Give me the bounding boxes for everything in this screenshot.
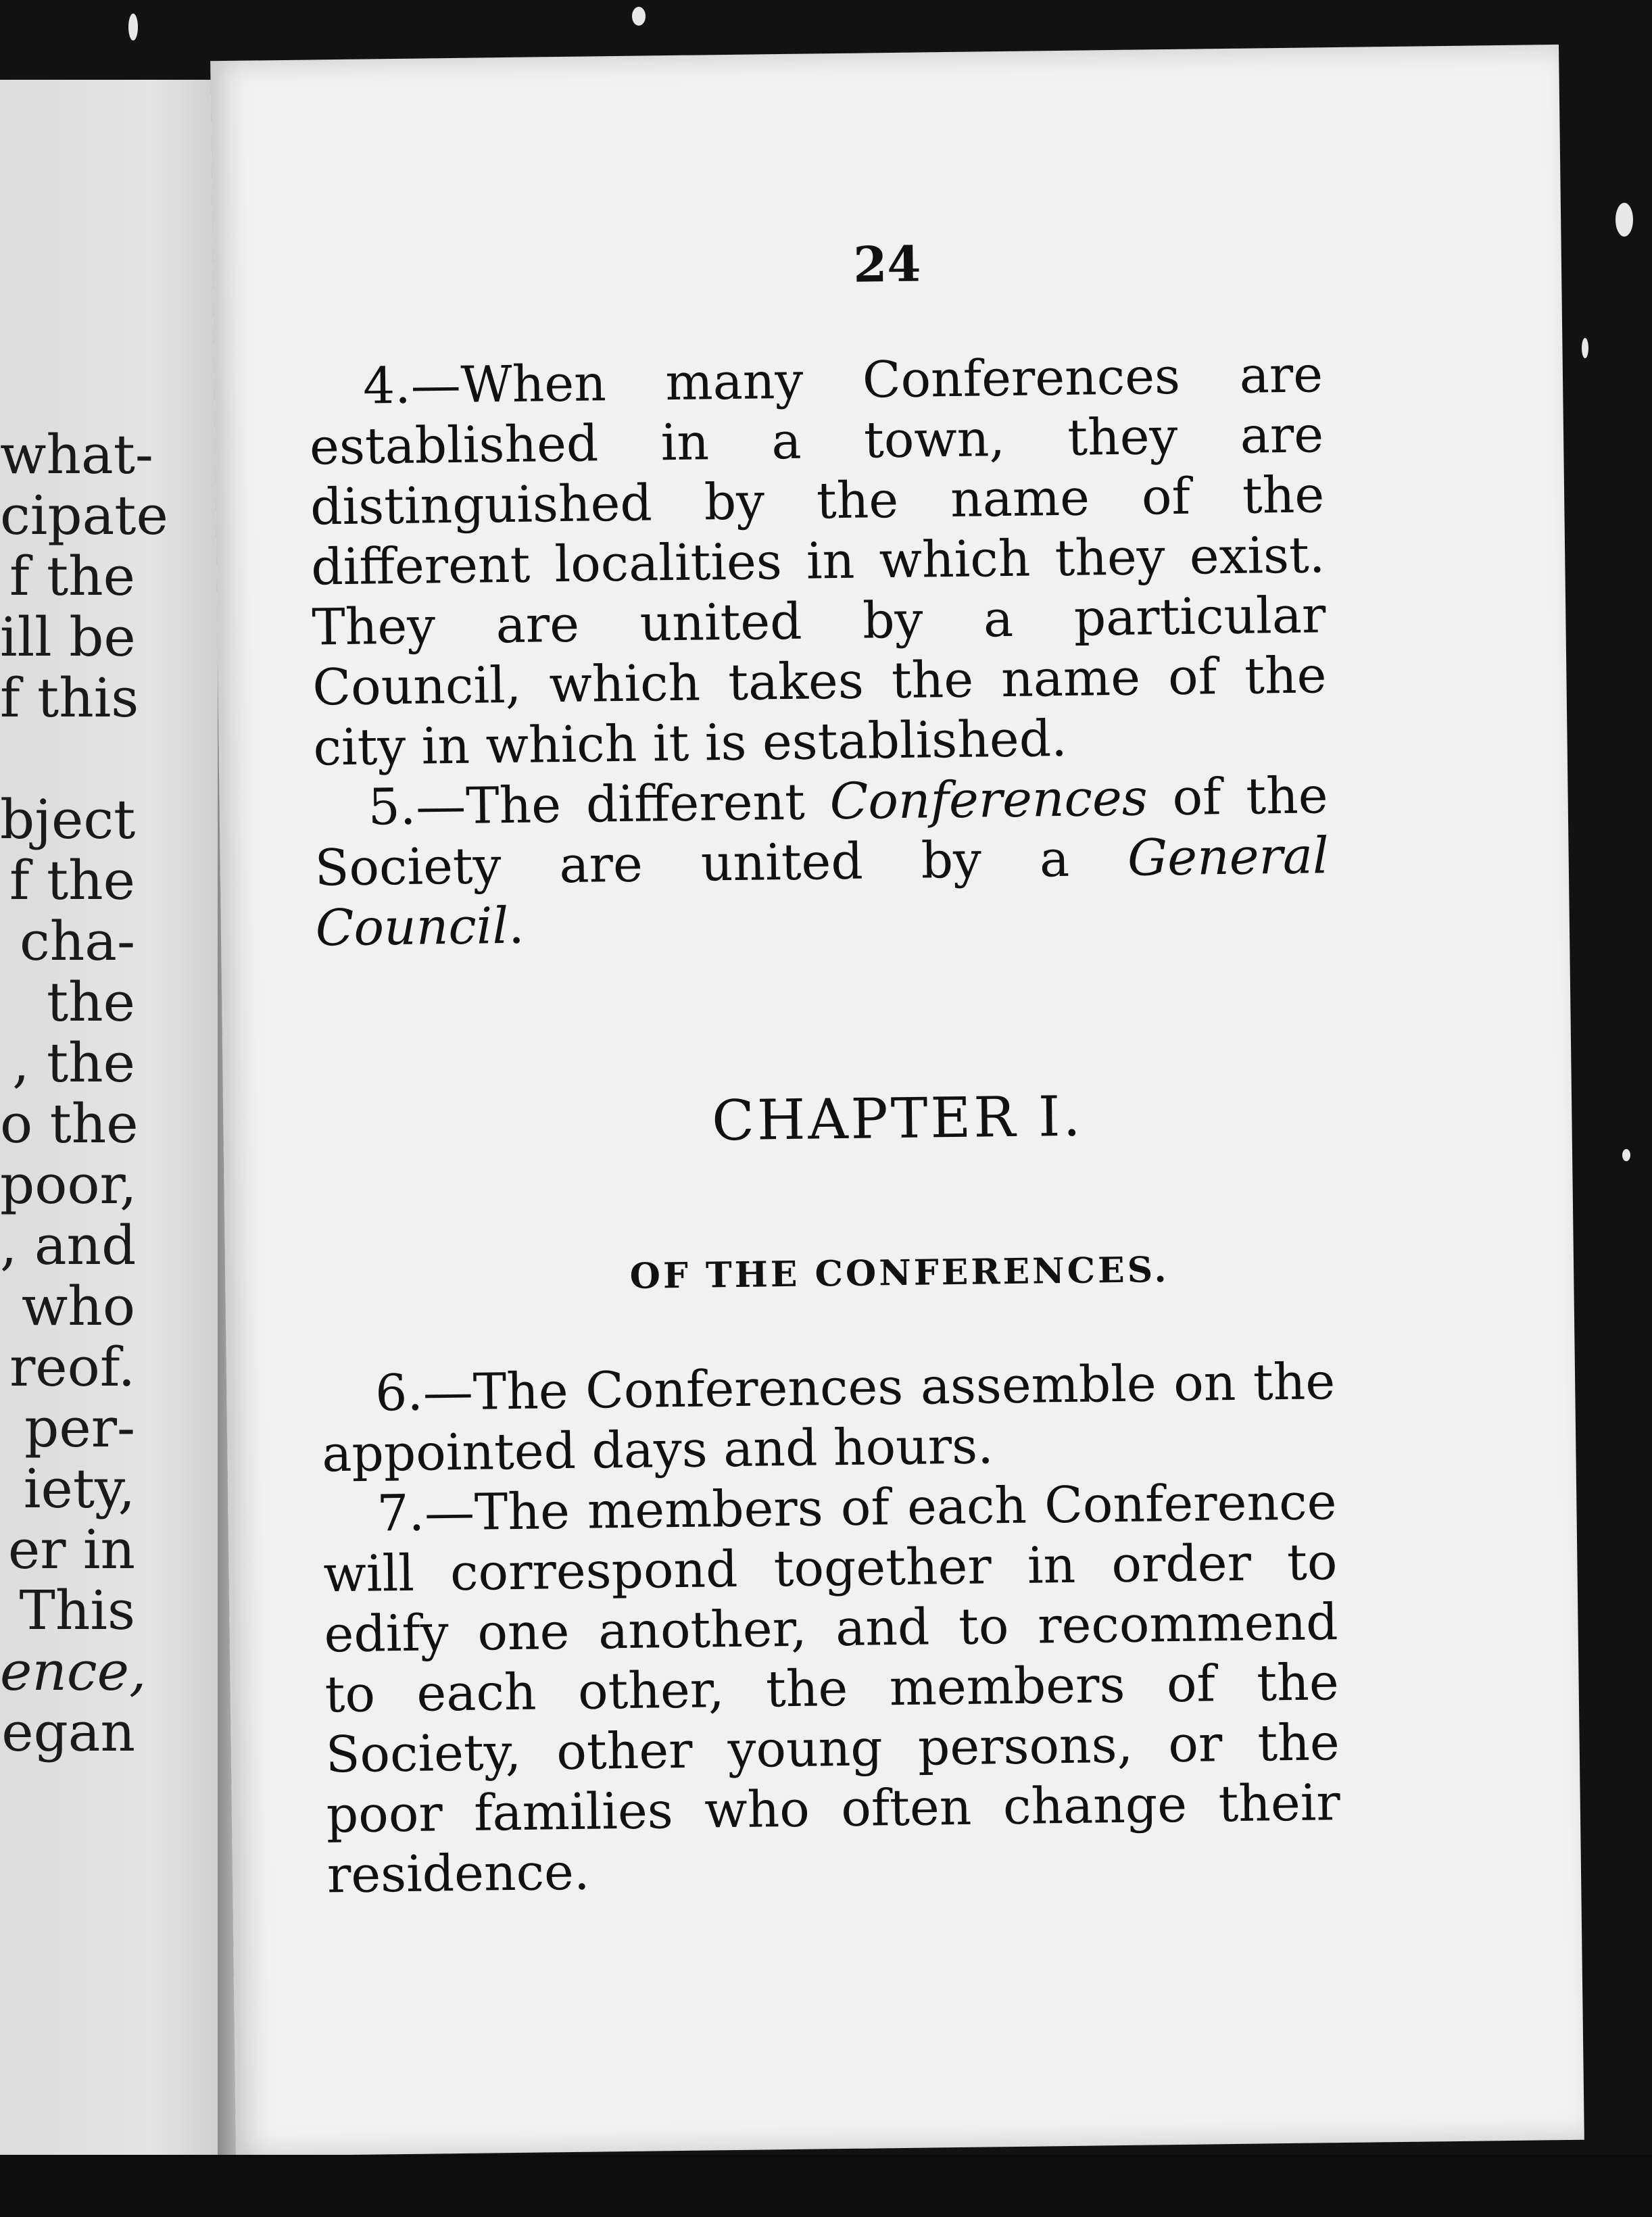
left-line: cha-	[19, 910, 135, 973]
paragraph-5	[314, 766, 1330, 958]
paragraph-5-suffix: .	[508, 896, 525, 956]
left-line: er in	[7, 1518, 135, 1581]
left-line: o the	[0, 1092, 139, 1155]
paragraph-4: 4.—When many Conferences are established in a town, they are distinguished by the name of the different localities in which they exist. They are united by a particular Council, which takes the name of the city in which it is established.	[309, 345, 1327, 777]
text-block-lower	[321, 1352, 1342, 1905]
film-speck	[632, 7, 646, 26]
left-line: bject	[0, 788, 136, 851]
left-line: egan	[1, 1701, 135, 1763]
left-line: poor,	[0, 1153, 137, 1216]
paragraph-5-middle: of the Society are united by a	[314, 766, 1329, 898]
left-line: This	[19, 1579, 135, 1642]
film-speck	[1622, 1149, 1630, 1161]
left-line: , and	[0, 1214, 137, 1277]
film-speck	[1582, 338, 1588, 358]
left-line: f the	[9, 545, 135, 608]
general-council-italic: General Council	[315, 827, 1330, 958]
left-line: what-	[0, 423, 153, 486]
section-heading: OF THE CONFERENCES.	[629, 1249, 1169, 1297]
film-speck	[128, 14, 138, 41]
left-line: the	[46, 971, 135, 1033]
left-line: ence,	[0, 1640, 147, 1703]
conferences-italic: Conferences	[829, 769, 1148, 831]
left-line: who	[21, 1275, 135, 1338]
left-line: per-	[24, 1396, 135, 1459]
left-page	[0, 80, 218, 2155]
film-speck	[1615, 203, 1633, 237]
paragraph-5-prefix: 5.—The different	[368, 773, 831, 837]
film-edge	[0, 2155, 1652, 2217]
left-line: reof.	[9, 1336, 135, 1398]
paragraph-7: 7.—The members of each Conference will correspond together in order to edify one another, and to recommend to each other, the members of the Society, other young persons, or the poor families who often change their residence.	[322, 1473, 1341, 1905]
left-line: f the	[9, 849, 135, 912]
page-number: 24	[852, 235, 921, 293]
left-line: ill be	[0, 606, 136, 668]
left-line: f this	[0, 666, 139, 729]
left-line: , the	[12, 1031, 135, 1094]
right-page	[210, 45, 1584, 2156]
chapter-heading: CHAPTER I.	[711, 1084, 1084, 1154]
paragraph-6: 6.—The Conferences assemble on the appointed days and hours.	[321, 1353, 1336, 1484]
left-line: cipate	[0, 484, 168, 547]
left-line: iety,	[23, 1457, 135, 1520]
text-block-upper	[309, 345, 1330, 958]
